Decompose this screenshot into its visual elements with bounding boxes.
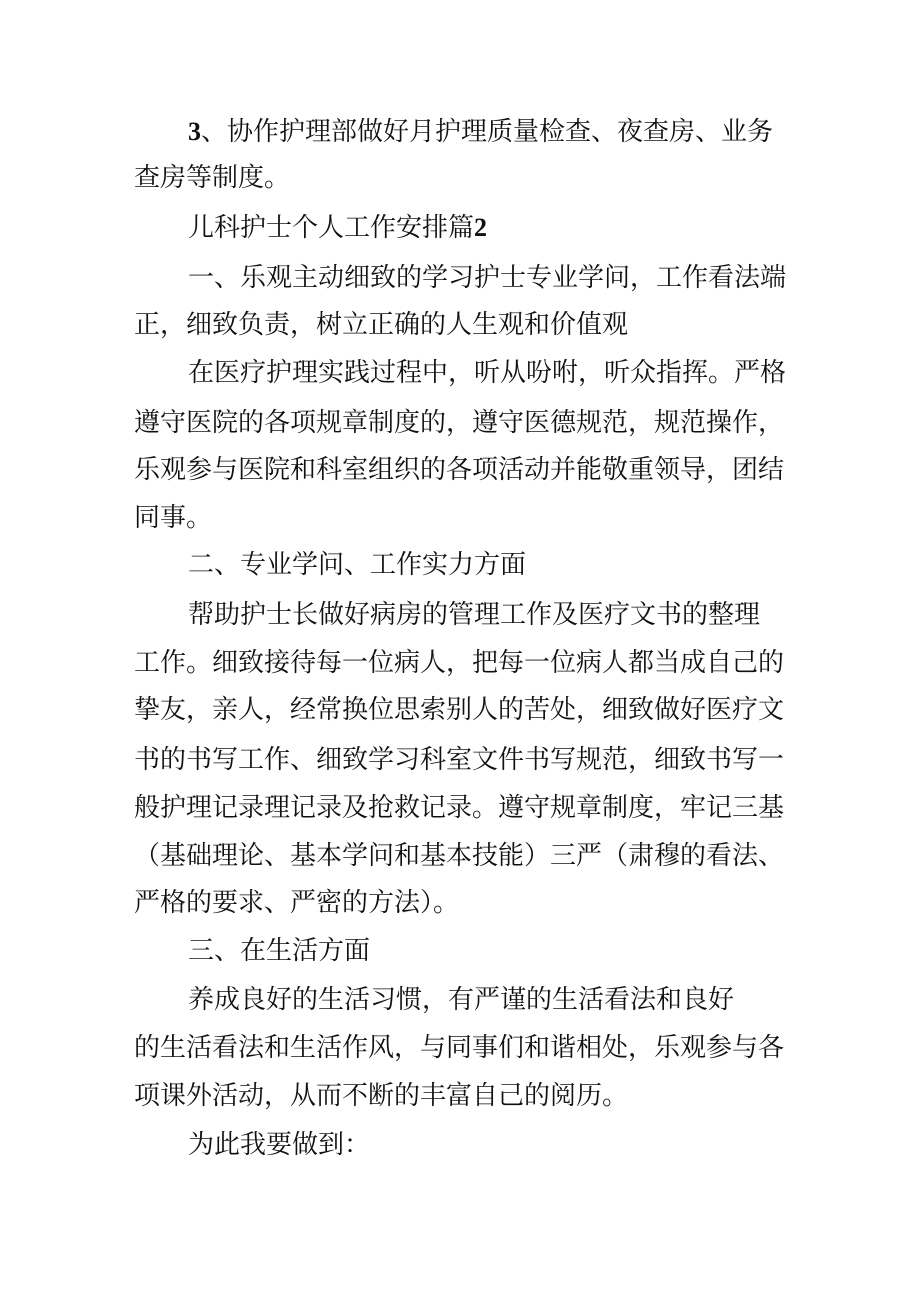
heading-number: 2	[474, 213, 488, 242]
section-3-para-line: 养成良好的生活习惯，有严谨的生活看法和良好	[188, 985, 735, 1015]
closing-line: 为此我要做到：	[188, 1130, 371, 1160]
item-3-text: 、协作护理部做好月护理质量检查、夜查房、业务	[201, 117, 774, 147]
section-3-para-line: 的生活看法和生活作风，与同事们和谐相处，乐观参与各	[134, 1033, 785, 1063]
item-number: 3	[188, 117, 201, 146]
section-heading	[188, 208, 487, 248]
section-2-para-line: 工作。细致接待每一位病人，把每一位病人都当成自己的	[134, 648, 785, 678]
section-2-para-line: （基础理论、基本学问和基本技能）三严（肃穆的看法、	[134, 841, 785, 871]
section-1-para-line: 在医疗护理实践过程中，听从吩咐，听众指挥。严格	[188, 358, 787, 388]
section-2-para-line: 挚友，亲人，经常换位思索别人的苦处，细致做好医疗文	[134, 695, 785, 725]
section-1-para-line: 乐观参与医院和科室组织的各项活动并能敬重领导，团结	[134, 455, 785, 485]
section-3-para-line: 项课外活动，从而不断的丰富自己的阅历。	[134, 1081, 629, 1111]
section-1-title-line-2: 正，细致负责，树立正确的人生观和价值观	[134, 310, 629, 340]
item-3-line-1	[188, 112, 773, 152]
section-1-para-line: 同事。	[134, 503, 213, 533]
item-3-line-2: 查房等制度。	[134, 163, 291, 193]
heading-text: 儿科护士个人工作安排篇	[188, 213, 475, 243]
section-1-para-line: 遵守医院的各项规章制度的，遵守医德规范，规范操作，	[134, 408, 785, 438]
section-2-para-line: 严格的要求、严密的方法）。	[134, 888, 460, 918]
section-3-title: 三、在生活方面	[188, 936, 371, 966]
section-2-para-line: 帮助护士长做好病房的管理工作及医疗文书的整理	[188, 600, 761, 630]
section-1-title-line-1: 一、乐观主动细致的学习护士专业学问，工作看法端	[188, 263, 787, 293]
section-2-para-line: 般护理记录理记录及抢救记录。遵守规章制度，牢记三基	[134, 793, 785, 823]
section-2-title: 二、专业学问、工作实力方面	[188, 550, 527, 580]
section-2-para-line: 书的书写工作、细致学习科室文件书写规范，细致书写一	[134, 745, 785, 775]
